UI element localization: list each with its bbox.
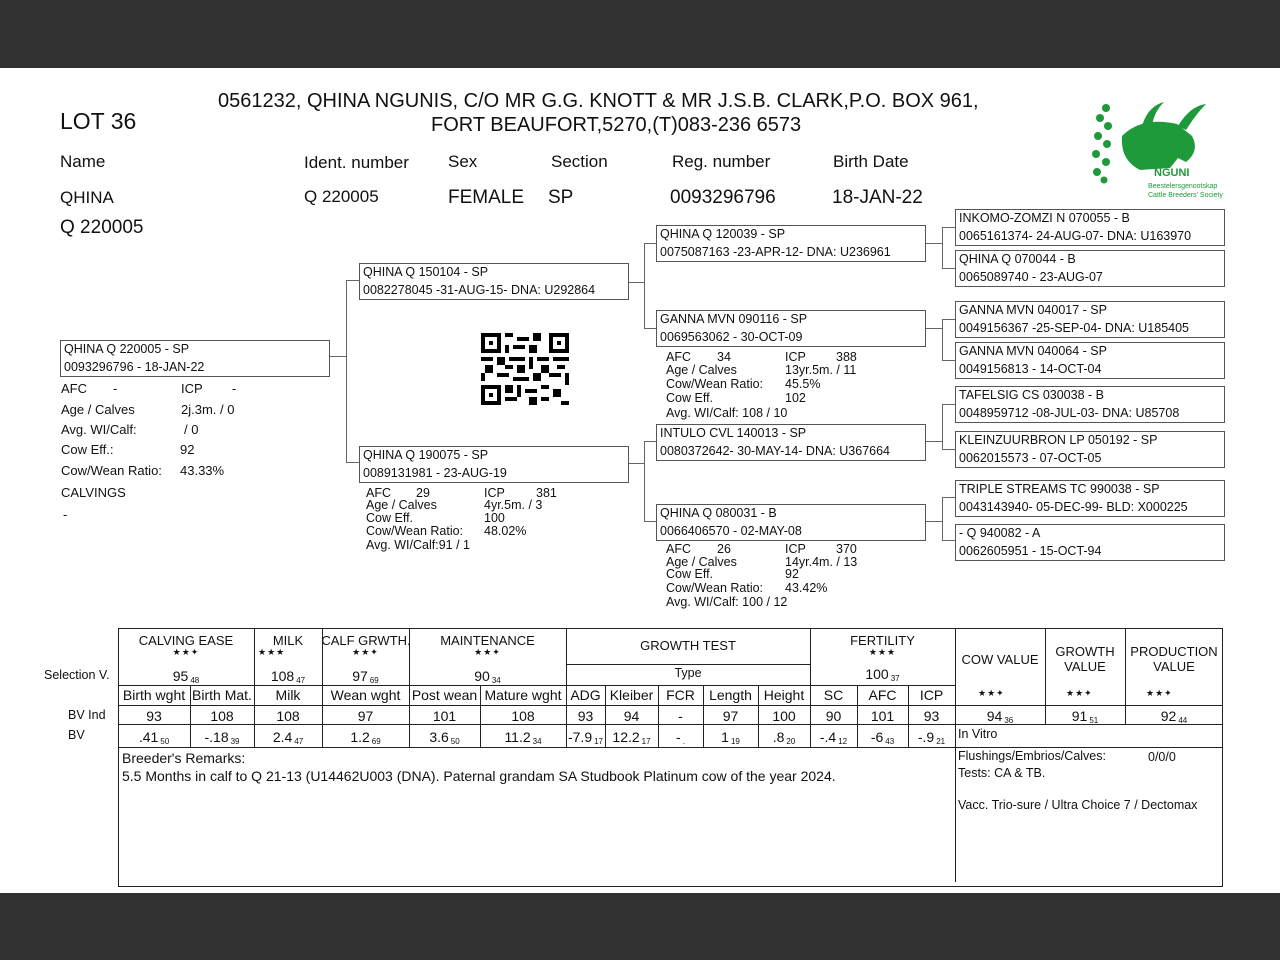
subject-age: 2j.3m. / 0 — [181, 402, 235, 417]
dd-age-label: Age / Calves — [666, 555, 737, 569]
pedigree-dam: QHINA Q 190075 - SP 0089131981 - 23-AUG-19 — [359, 446, 629, 483]
bv-ind-cell: 108 — [210, 708, 234, 724]
group-production-value: PRODUCTION VALUE — [1130, 644, 1218, 674]
pedigree-connector — [330, 356, 346, 357]
pedigree-gg-8: - Q 940082 - A 0062605951 - 15-OCT-94 — [955, 524, 1225, 561]
label-reg: Reg. number — [672, 152, 771, 171]
animal-id-large: Q 220005 — [60, 217, 144, 238]
dd-afc-label: AFC — [666, 542, 691, 556]
pedigree-connector — [942, 227, 943, 269]
top-bar — [0, 0, 1280, 68]
row-label-bv: BV — [68, 728, 85, 742]
nguni-logo — [1082, 96, 1223, 201]
sd-icp: 388 — [836, 350, 857, 364]
pedigree-gg-5: TAFELSIG CS 030038 - B 0048959712 -08-JUL-03- DNA: U85708 — [955, 386, 1225, 423]
pedigree-connector — [942, 360, 956, 361]
sd-cw: 45.5% — [785, 377, 821, 391]
remarks-label: Breeder's Remarks: — [122, 750, 246, 766]
pedigree-connector — [644, 521, 656, 522]
pedigree-connector — [346, 462, 360, 463]
pedigree-connector — [644, 441, 656, 442]
group-calf-growth: CALF GRWTH. — [321, 633, 411, 648]
bv-cell: -.4 $_{12}$ — [819, 729, 848, 746]
group-fertility: FERTILITY — [850, 633, 915, 648]
growth-test-type: Type — [674, 666, 702, 680]
sd-afc: 34 — [717, 350, 731, 364]
pedigree-connector — [926, 243, 942, 244]
flushings-value: 0/0/0 — [1148, 750, 1176, 764]
bottom-bar — [0, 893, 1280, 960]
col-birth-weight: Birth wght — [122, 687, 186, 703]
bv-ind-cell: 93 — [577, 708, 594, 724]
col-post-wean: Post wean — [411, 687, 478, 703]
bv-ind-cell: 97 — [357, 708, 374, 724]
pedigree-dam-dam: QHINA Q 080031 - B 0066406570 - 02-MAY-08 — [656, 504, 926, 541]
bv-cell: 3.6 $_{50}$ — [429, 729, 460, 746]
subject-wi-label: Avg. WI/Calf: — [61, 422, 137, 437]
animal-section: SP — [548, 187, 574, 208]
bv-ind-cell: 93 — [146, 708, 162, 724]
bv-cell: -.18 $_{39}$ — [204, 729, 240, 746]
row-label-selection: Selection V. — [44, 668, 110, 682]
stars-calf-growth: ★★✦ — [352, 647, 379, 657]
col-birth-maternal: Birth Mat. — [192, 687, 252, 703]
bv-cell: 1 $_{19}$ — [721, 729, 740, 746]
subject-eff: 92 — [180, 442, 195, 457]
pedigree-gg-7: TRIPLE STREAMS TC 990038 - SP 0043143940- 05-DEC-99- BLD: X000225 — [955, 480, 1225, 517]
selection-calving-ease: 95 $_{48}$ — [172, 668, 200, 685]
pedigree-connector — [942, 497, 943, 541]
subject-afc-label: AFC — [61, 381, 87, 396]
subject-cw: 43.33% — [180, 463, 225, 478]
pedigree-gg-4: GANNA MVN 040064 - SP 0049156813 - 14-OCT-04 — [955, 342, 1225, 379]
bv-ind-cell: 101 — [870, 708, 895, 724]
group-milk: MILK — [272, 633, 304, 648]
bv-ind-cell: 108 — [276, 708, 300, 724]
dam-cw: 48.02% — [484, 524, 527, 538]
sd-eff: 102 — [785, 391, 806, 405]
dam-afc-label: AFC — [366, 486, 391, 500]
dam-eff: 100 — [484, 511, 505, 525]
bv-ind-cell: 90 — [825, 708, 842, 724]
pedigree-connector — [644, 243, 645, 329]
subject-cw-label: Cow/Wean Ratio: — [61, 463, 162, 478]
group-cow-value: COW VALUE — [961, 652, 1039, 667]
subject-afc: - — [113, 381, 118, 396]
col-icp: ICP — [919, 687, 944, 703]
dam-age-label: Age / Calves — [366, 498, 437, 512]
selection-maintenance: 90 $_{34}$ — [474, 668, 501, 685]
group-growth-test: GROWTH TEST — [640, 638, 736, 653]
bv-cell: -7.9 $_{17}$ — [567, 729, 604, 746]
label-name: Name — [60, 152, 106, 171]
sd-cw-label: Cow/Wean Ratio: — [666, 377, 764, 391]
dam-icp: 381 — [536, 486, 557, 500]
row-label-bv-ind: BV Ind — [68, 708, 106, 722]
pedigree-connector — [942, 540, 956, 541]
lot-number: LOT 36 — [60, 108, 137, 134]
pedigree-connector — [942, 497, 956, 498]
pedigree-connector — [628, 463, 644, 464]
pedigree-connector — [926, 521, 942, 522]
pedigree-dam-sire: INTULO CVL 140013 - SP 0080372642- 30-MAY-14- DNA: U367664 — [656, 424, 926, 461]
pedigree-gg-3: GANNA MVN 040017 - SP 0049156367 -25-SEP-04- DNA: U185405 — [955, 301, 1225, 338]
owner-line-1: 0561232, QHINA NGUNIS, C/O MR G.G. KNOTT & MR J.S.B. CLARK,P.O. BOX 961, — [218, 90, 979, 112]
dam-age: 4yr.5m. / 3 — [484, 498, 543, 512]
dd-afc: 26 — [717, 542, 731, 556]
selection-calf-growth: 97 $_{69}$ — [352, 668, 379, 685]
dd-eff: 92 — [785, 567, 799, 581]
bv-cell: -.9 $_{21}$ — [917, 729, 946, 746]
pedigree-gg-1: INKOMO-ZOMZI N 070055 - B 0065161374- 24-AUG-07- DNA: U163970 — [955, 209, 1225, 246]
bv-cell: .8 $_{20}$ — [772, 729, 796, 746]
pedigree-gg-2: QHINA Q 070044 - B 0065089740 - 23-AUG-07 — [955, 250, 1225, 287]
animal-birth: 18-JAN-22 — [832, 187, 923, 208]
dd-cw: 43.42% — [785, 581, 828, 595]
bv-cell: 11.2 $_{34}$ — [504, 729, 542, 746]
subject-calvings: - — [63, 507, 68, 522]
stars-calving-ease: ★★✦ — [172, 647, 200, 657]
bv-cell: - $_.$ — [676, 729, 685, 746]
pedigree-connector — [346, 280, 347, 463]
qr-code — [481, 332, 569, 406]
dd-wi: Avg. WI/Calf: 100 / 12 — [666, 595, 788, 609]
pedigree-connector — [644, 328, 656, 329]
bv-ind-cell: 94 — [623, 708, 640, 724]
growth-value: 91 $_{51}$ — [1071, 708, 1099, 725]
animal-sex: FEMALE — [448, 187, 525, 208]
svg-text:NGUNI: NGUNI — [1154, 167, 1190, 179]
svg-text:Beestelersgenootskap: Beestelersgenootskap — [1148, 183, 1218, 190]
pedigree-connector — [942, 404, 943, 450]
cow-value: 94 $_{36}$ — [986, 708, 1014, 725]
group-growth-value: GROWTH VALUE — [1055, 644, 1115, 674]
subject-icp: - — [232, 381, 237, 396]
pedigree-connector — [942, 404, 956, 405]
subject-age-label: Age / Calves — [61, 402, 135, 417]
bv-ind-cell: 97 — [722, 708, 739, 724]
group-maintenance: MAINTENANCE — [440, 633, 535, 648]
group-calving-ease: CALVING EASE — [138, 633, 234, 648]
bv-cell: 2.4 $_{47}$ — [272, 729, 304, 746]
dam-cw-label: Cow/Wean Ratio: — [366, 524, 464, 538]
sd-wi: Avg. WI/Calf: 108 / 10 — [666, 406, 788, 420]
dam-eff-label: Cow Eff. — [366, 511, 414, 525]
in-vitro-label: In Vitro — [958, 727, 998, 741]
pedigree-connector — [942, 319, 956, 320]
animal-reg: 0093296796 — [670, 187, 776, 208]
dd-icp: 370 — [836, 542, 857, 556]
bv-cell: 12.2 $_{17}$ — [612, 729, 651, 746]
svg-text:Cattle Breeders' Society: Cattle Breeders' Society — [1148, 192, 1223, 199]
pedigree-sire: QHINA Q 150104 - SP 0082278045 -31-AUG-15- DNA: U292864 — [359, 263, 629, 300]
pedigree-sire-dam: GANNA MVN 090116 - SP 0069563062 - 30-OCT-09 — [656, 310, 926, 347]
pedigree-connector — [644, 243, 656, 244]
col-height: Height — [763, 687, 805, 703]
bv-cell: 1.2 $_{69}$ — [350, 729, 381, 746]
col-fcr: FCR — [666, 687, 695, 703]
bv-ind-cell: 93 — [923, 708, 940, 724]
subject-eff-label: Cow Eff.: — [61, 442, 114, 457]
animal-name: QHINA — [60, 188, 114, 207]
table-rule — [118, 705, 1223, 706]
table-rule — [118, 685, 955, 686]
col-wean-weight: Wean wght — [330, 687, 401, 703]
sd-eff-label: Cow Eff. — [666, 391, 714, 405]
stars-maintenance: ★★✦ — [474, 647, 501, 657]
subject-icp-label: ICP — [181, 381, 203, 396]
bv-cell: -6 $_{43}$ — [870, 729, 895, 746]
col-milk: Milk — [275, 687, 301, 703]
stars-fertility: ★★★ — [868, 647, 897, 657]
dd-icp-label: ICP — [785, 542, 806, 556]
nguni-logo-graphic — [1082, 96, 1223, 201]
owner-line-2: FORT BEAUFORT,5270,(T)083-236 6573 — [431, 114, 802, 136]
dd-cw-label: Cow/Wean Ratio: — [666, 581, 764, 595]
dd-eff-label: Cow Eff. — [666, 567, 714, 581]
subject-wi: / 0 — [184, 422, 199, 437]
pedigree-connector — [926, 328, 942, 329]
dd-age: 14yr.4m. / 13 — [785, 555, 858, 569]
col-mature-weight: Mature wght — [484, 687, 562, 703]
animal-ident: Q 220005 — [304, 187, 379, 206]
pedigree-subject: QHINA Q 220005 - SP 0093296796 - 18-JAN-22 — [60, 340, 330, 377]
col-kleiber: Kleiber — [609, 687, 654, 703]
label-birth: Birth Date — [833, 152, 909, 171]
label-sex: Sex — [448, 152, 478, 171]
bv-ind-cell: - — [678, 708, 683, 724]
sd-icp-label: ICP — [785, 350, 806, 364]
pedigree-connector — [942, 449, 956, 450]
stars-growth-value: ★★✦ — [1066, 688, 1093, 698]
pedigree-gg-6: KLEINZUURBRON LP 050192 - SP 0062015573 - 07-OCT-05 — [955, 431, 1225, 468]
stars-production-value: ★★✦ — [1146, 688, 1173, 698]
dam-wi: Avg. WI/Calf:91 / 1 — [366, 538, 470, 552]
col-length: Length — [709, 687, 752, 703]
label-ident: Ident. number — [304, 153, 409, 172]
tests-text: Tests: CA & TB. — [958, 766, 1046, 780]
pedigree-sire-sire: QHINA Q 120039 - SP 0075087163 -23-APR-12- DNA: U236961 — [656, 225, 926, 262]
production-value: 92 $_{44}$ — [1160, 708, 1188, 725]
pedigree-connector — [644, 441, 645, 522]
dam-icp-label: ICP — [484, 486, 505, 500]
sd-age: 13yr.5m. / 11 — [785, 363, 857, 377]
bv-ind-cell: 101 — [432, 708, 457, 724]
stars-milk: ★★★ — [258, 647, 286, 657]
col-sc: SC — [823, 687, 844, 703]
remarks-text: 5.5 Months in calf to Q 21-13 (U14462U003 (DNA). Paternal grandam SA Studbook Platinum cow of the year 2024. — [122, 768, 836, 784]
sd-afc-label: AFC — [666, 350, 691, 364]
label-section: Section — [551, 152, 608, 171]
pedigree-connector — [628, 282, 644, 283]
col-adg: ADG — [570, 687, 601, 703]
pedigree-connector — [942, 268, 956, 269]
selection-fertility: 100 $_{37}$ — [865, 666, 900, 683]
bv-cell: .41 $_{50}$ — [138, 729, 170, 746]
sd-age-label: Age / Calves — [666, 363, 737, 377]
flushings-label: Flushings/Embrios/Calves: — [958, 749, 1106, 763]
pedigree-connector — [942, 227, 956, 228]
dam-afc: 29 — [416, 486, 430, 500]
pedigree-connector — [926, 441, 942, 442]
stars-cow-value: ★★✦ — [978, 688, 1005, 698]
pedigree-connector — [942, 319, 943, 361]
pedigree-connector — [346, 280, 360, 281]
qr-code-graphic — [481, 332, 569, 406]
bv-ind-cell: 100 — [772, 708, 796, 724]
selection-milk: 108 $_{47}$ — [270, 668, 306, 685]
bv-ind-cell: 108 — [511, 708, 535, 724]
vaccination-text: Vacc. Trio-sure / Ultra Choice 7 / Dectomax — [958, 798, 1198, 812]
table-rule — [566, 664, 810, 665]
col-afc: AFC — [868, 687, 897, 703]
subject-calvings-label: CALVINGS — [61, 485, 126, 500]
